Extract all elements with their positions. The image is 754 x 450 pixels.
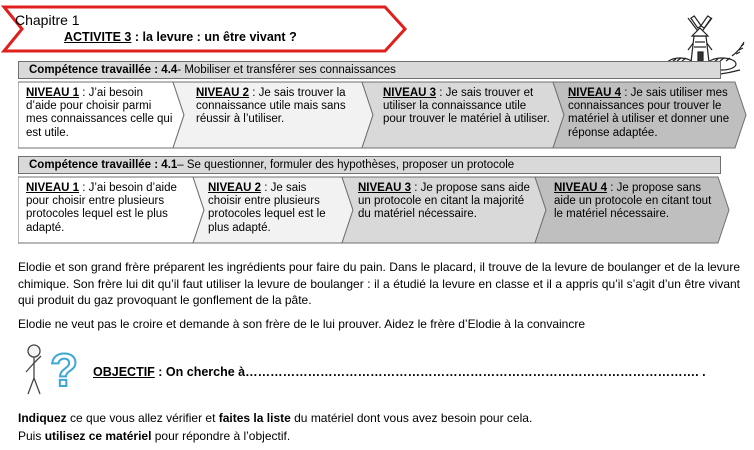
competence-label: Compétence travaillée : 4.4 <box>29 64 178 76</box>
story-paragraph-2: Elodie ne veut pas le croire et demande à son frère de le lui prouver. Aidez le frère d’Elodie à la convaincre <box>18 317 585 331</box>
level-1-description: NIVEAU 1 : J’ai besoin d’aide pour choisir parmi mes connaissances celle qui est utile. <box>26 87 173 139</box>
competence-bar-4-4 <box>18 61 721 79</box>
level-2-description: NIVEAU 2 : Je sais trouver la connaissance utile mais sans réussir à l’utiliser. <box>196 87 346 126</box>
chapter-label: Chapitre 1 <box>15 12 80 28</box>
competence-text: – Se questionner, formuler des hypothèses, proposer un protocole <box>177 159 515 171</box>
story-paragraph-1: Elodie et son grand frère préparent les ingrédients pour faire du pain. Dans le placard, il trouve de la levure de boulanger et de la levure chimique. Son frère lui dit qu’il faut utiliser la levure de boulanger : il a étudié la levure en classe et il a appris qu’il s’agit d’un être vivant qui produit du gaz provoquant le gonflement de la pâte. <box>18 260 740 307</box>
instruction-line-1: Indiquez ce que vous allez vérifier et faites la liste du matériel dont vous avez besoin pour cela. <box>18 411 533 425</box>
objective-label: OBJECTIF <box>93 365 155 379</box>
competence-text: - Mobiliser et transférer ses connaissances <box>177 64 396 76</box>
level-3-description: NIVEAU 3 : Je sais trouver et utiliser la connaissance utile pour trouver le matériel à utiliser. <box>383 87 550 126</box>
level-4-description: NIVEAU 4 : Je propose sans aide un protocole en citant tout le matériel nécessaire. <box>554 182 712 221</box>
objective-line <box>93 365 706 379</box>
activity-subtitle: : la levure : un être vivant ? <box>131 30 297 44</box>
question-mark-icon: ? <box>50 344 79 396</box>
level-3-description: NIVEAU 3 : Je propose sans aide un protocole en citant la majorité du matériel nécessaire. <box>358 182 530 221</box>
level-4-description: NIVEAU 4 : Je sais utiliser mes connaissances pour trouver le matériel à utiliser et donner une réponse adaptée. <box>568 87 730 139</box>
competence-bar-4-1 <box>18 156 721 174</box>
thinking-figure-icon <box>20 342 84 398</box>
objective-text: : On cherche à………………………………………………………………………………………………. . <box>154 365 706 379</box>
activity-title <box>64 30 297 44</box>
competence-label: Compétence travaillée : 4.1 <box>29 159 178 171</box>
instruction-line-2: Puis utilisez ce matériel pour répondre à l’objectif. <box>18 429 291 443</box>
level-1-description: NIVEAU 1 : J’ai besoin d’aide pour choisir entre plusieurs protocoles lequel est le plus adapté. <box>26 182 177 234</box>
level-2-description: NIVEAU 2 : Je sais choisir entre plusieurs protocoles lequel est le plus adapté. <box>208 182 326 234</box>
activity-number: ACTIVITE 3 <box>64 30 132 44</box>
